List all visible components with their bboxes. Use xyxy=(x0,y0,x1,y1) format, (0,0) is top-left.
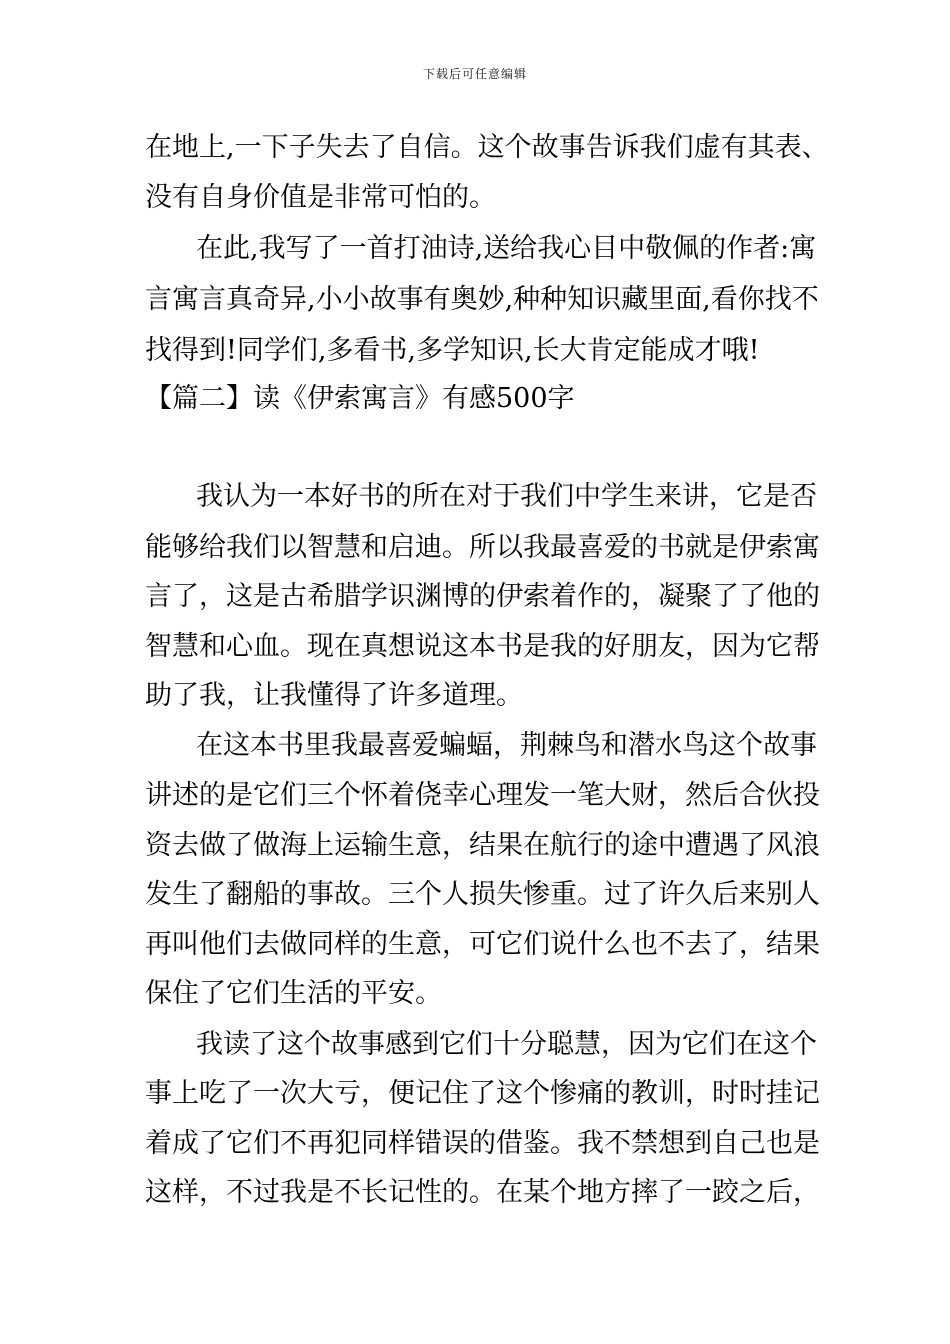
body-line: 事上吃了一次大亏，便记住了这个惨痛的教训，时时挂记 xyxy=(145,1078,820,1109)
body-line: 能够给我们以智慧和启迪。所以我最喜爱的书就是伊索寓 xyxy=(145,532,820,563)
body-line: 言了，这是古希腊学识渊博的伊索着作的，凝聚了了他的 xyxy=(145,581,820,612)
body-line: 讲述的是它们三个怀着侥幸心理发一笔大财，然后合伙投 xyxy=(145,780,820,811)
body-line: 言寓言真奇异,小小故事有奥妙,种种知识藏里面,看你找不 xyxy=(145,284,819,315)
body-line: 在地上,一下子失去了自信。这个故事告诉我们虚有其表、 xyxy=(145,132,829,163)
page-header-note: 下载后可任意编辑 xyxy=(422,67,527,81)
section-heading: 【篇二】读《伊索寓言》有感500字 xyxy=(145,383,575,414)
body-line: 着成了它们不再犯同样错误的借鉴。我不禁想到自己也是 xyxy=(145,1128,820,1159)
body-line: 在这本书里我最喜爱蝙蝠，荆棘鸟和潜水鸟这个故事 xyxy=(196,730,817,761)
body-line: 智慧和心血。现在真想说这本书是我的好朋友，因为它帮 xyxy=(145,631,820,662)
body-line: 我读了这个故事感到它们十分聪慧，因为它们在这个 xyxy=(196,1029,817,1060)
body-line: 我认为一本好书的所在对于我们中学生来讲，它是否 xyxy=(196,481,817,512)
body-line: 资去做了做海上运输生意，结果在航行的途中遭遇了风浪 xyxy=(145,830,820,861)
body-line: 助了我，让我懂得了许多道理。 xyxy=(145,680,523,711)
body-line: 再叫他们去做同样的生意，可它们说什么也不去了，结果 xyxy=(145,929,820,960)
body-line: 发生了翻船的事故。三个人损失惨重。过了许久后来别人 xyxy=(145,879,820,910)
body-line: 没有自身价值是非常可怕的。 xyxy=(145,182,496,213)
body-line: 这样，不过我是不长记性的。在某个地方摔了一跤之后， xyxy=(145,1177,820,1208)
body-line: 找得到!同学们,多看书,多学知识,长大肯定能成才哦! xyxy=(145,335,760,366)
body-line: 在此,我写了一首打油诗,送给我心目中敬佩的作者:寓 xyxy=(196,233,817,264)
body-line: 保住了它们生活的平安。 xyxy=(145,978,442,1009)
